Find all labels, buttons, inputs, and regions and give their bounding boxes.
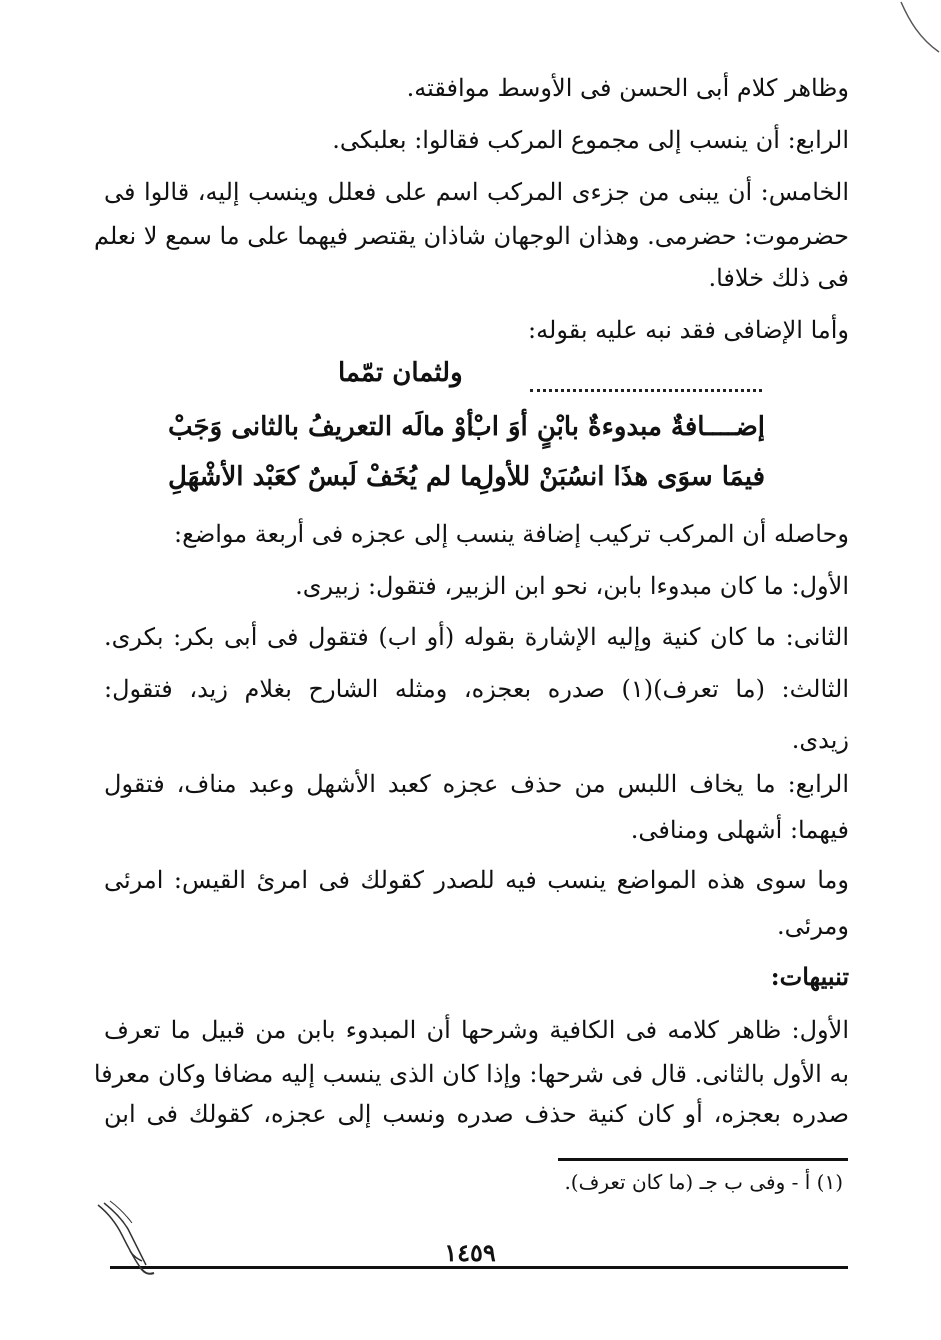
page-number: ١٤٥٩ [444, 1238, 496, 1267]
footnote-rule [558, 1158, 848, 1161]
body-line-16: الأول: ظاهر كلامه فى الكافية وشرحها أن المبدوء بابن من قبيل ما تعرف [104, 1016, 849, 1044]
page-rule [110, 1266, 848, 1269]
footnote: (١) أ - وفى ب جـ (ما كان تعرف). [564, 1170, 843, 1194]
body-line-17: به الأول بالثانى. قال فى شرحها: وإذا كان الذى ينسب إليه مضافا وكان معرفا [93, 1060, 849, 1088]
verse-row-3-left: ما لم يُخَفْ لَبسٌ كعَبْد الأشْهَلِ [168, 462, 483, 492]
body-line-3: الخامس: أن يبنى من جزءى المركب اسم على فعلل وينسب إليه، قالوا فى [104, 178, 849, 206]
body-line-18: صدره بعجزه، أو كان كنية حذف صدره ونسب إلى عجزه، كقولك فى ابن [104, 1100, 849, 1128]
body-line-8: الأول: ما كان مبدوءا بابن، نحو ابن الزبير، فتقول: زبيرى. [295, 572, 849, 600]
body-line-11: زيدى. [791, 726, 849, 754]
quill-icon [90, 1195, 160, 1280]
body-line-7: وحاصله أن المركب تركيب إضافة ينسب إلى عجزه فى أربعة مواضع: [174, 520, 849, 548]
section-heading: تنبيهات: [770, 962, 849, 991]
body-line-4: حضرموت: حضرمى. وهذان الوجهان شاذان يقتصر فيهما على ما سمع لا نعلم [93, 222, 849, 250]
body-line-9: الثانى: ما كان كنية وإليه الإشارة بقوله (أو اب) فتقول فى أبى بكر: بكرى. [104, 623, 849, 651]
body-line-13: فيهما: أشهلى ومنافى. [630, 816, 849, 844]
body-line-2: الرابع: أن ينسب إلى مجموع المركب فقالوا: بعلبكى. [332, 126, 849, 154]
verse-row-1-left: ولثمان تمّما [338, 358, 463, 388]
body-line-5: فى ذلك خلافا. [708, 264, 849, 292]
body-line-6: وأما الإضافى فقد نبه عليه بقوله: [528, 316, 849, 344]
verse-row-2-right: إضــــافةٌ مبدوءةٌ بابْنٍ أوَ ابْ [467, 412, 765, 442]
corner-scan-mark [899, 0, 941, 60]
body-line-15: ومرئى. [777, 912, 849, 940]
body-line-12: الرابع: ما يخاف اللبس من حذف عجزه كعبد الأشهل وعبد مناف، فتقول [104, 770, 849, 798]
verse-ellipsis [530, 373, 762, 392]
verse-row-2-left: أوْ مالَه التعريفُ بالثانى وَجَبْ [168, 412, 474, 442]
body-line-14: وما سوى هذه المواضع ينسب فيه للصدر كقولك فى امرئ القيس: امرئى [104, 866, 849, 894]
body-line-10: الثالث: (ما تعرف)(١) صدره بعجزه، ومثله الشارح بغلام زيد، فتقول: [104, 675, 849, 703]
verse-row-3-right: فيمَا سوَى هذَا انسُبَنْ للأولِ [475, 462, 765, 492]
body-line-1: وظاهر كلام أبى الحسن فى الأوسط موافقته. [406, 74, 849, 102]
